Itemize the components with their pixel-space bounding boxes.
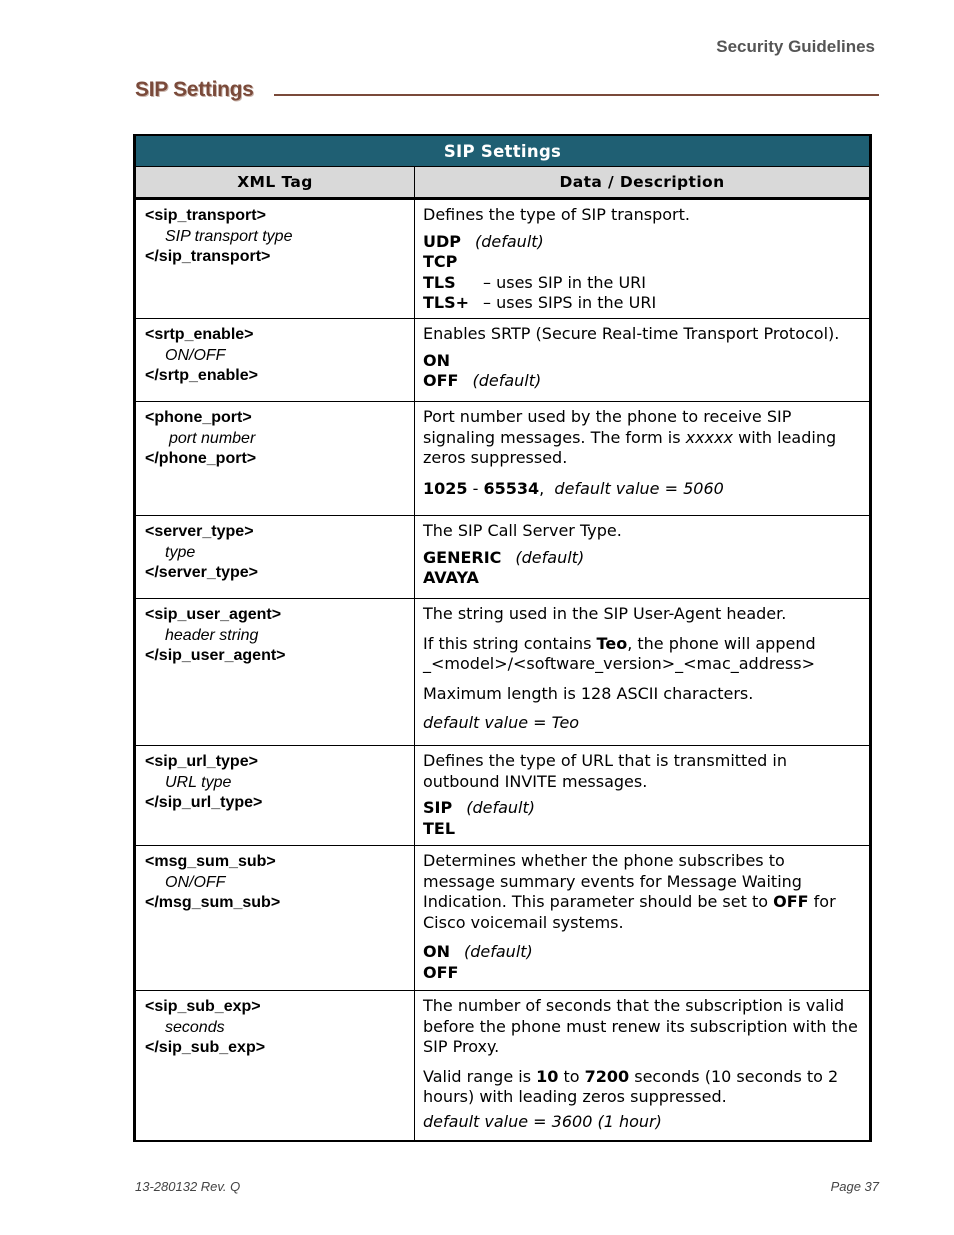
option-key: OFF — [423, 962, 459, 982]
option-key: OFF — [423, 371, 459, 390]
option-key: TEL — [423, 818, 456, 838]
option — [423, 252, 861, 273]
description-text: The SIP Call Server Type. — [423, 521, 622, 540]
tag-value: SIP transport type — [165, 227, 293, 245]
option — [423, 819, 861, 840]
description-text: Determines whether the phone subscribes to message summary events for Message Waiting Indication. This parameter should be set to OFF for Cisco voicemail systems. — [423, 851, 836, 932]
tag-value: port number — [169, 429, 256, 447]
description-cell — [415, 599, 871, 746]
tag-open: <sip_url_type> — [145, 753, 258, 770]
table-row — [135, 846, 871, 991]
option — [423, 963, 861, 984]
option-note: (default) — [464, 942, 533, 961]
option — [423, 273, 861, 294]
description-cell — [415, 199, 871, 319]
option — [423, 942, 861, 963]
option-key: TLS — [423, 272, 456, 292]
tag-close: </sip_url_type> — [145, 794, 263, 811]
tag-value: seconds — [165, 1018, 225, 1036]
option — [423, 548, 861, 569]
option-key: GENERIC — [423, 547, 502, 567]
description-text: Port number used by the phone to receive SIP signaling messages. The form is xxxxx with leading zeros suppressed. — [423, 407, 837, 467]
table-row — [135, 991, 871, 1141]
option — [423, 371, 861, 392]
option-key: TLS+ — [423, 293, 470, 312]
xml-tag-cell — [135, 402, 415, 516]
section-title: SIP Settings — [135, 78, 254, 101]
xml-tag-cell — [135, 991, 415, 1141]
column-header-xml-tag: XML Tag — [135, 167, 415, 199]
description-cell — [415, 319, 871, 402]
tag-close: </sip_transport> — [145, 248, 271, 265]
option-key: ON — [423, 942, 450, 961]
description-text: Enables SRTP (Secure Real-time Transport Protocol). — [423, 324, 840, 343]
table-caption: SIP Settings — [135, 135, 871, 167]
description-cell — [415, 846, 871, 991]
tag-value: type — [165, 543, 196, 561]
option-note: (default) — [472, 371, 542, 390]
section-rule — [274, 94, 879, 96]
description-cell — [415, 746, 871, 846]
option-note: – uses SIPS in the URI — [483, 293, 657, 312]
option-note: – uses SIP in the URI — [483, 272, 646, 292]
option-key: ON — [423, 350, 450, 370]
xml-tag-cell — [135, 746, 415, 846]
table-row — [135, 516, 871, 599]
tag-open: <msg_sum_sub> — [145, 853, 276, 870]
xml-tag-cell — [135, 319, 415, 402]
option-key: SIP — [423, 798, 453, 817]
column-header-description: Data / Description — [415, 167, 871, 199]
default-value: default value = Teo — [423, 713, 580, 732]
description-text: The string used in the SIP User-Agent header. — [423, 604, 787, 623]
tag-open: <sip_sub_exp> — [145, 998, 261, 1015]
footer-document-id: 13-280132 Rev. Q — [135, 1179, 241, 1194]
option-key: TCP — [423, 252, 458, 271]
option-note: (default) — [515, 547, 585, 567]
option-note: (default) — [466, 798, 535, 817]
tag-open: <sip_transport> — [145, 207, 266, 224]
tag-open: <srtp_enable> — [145, 326, 254, 343]
option-key: AVAYA — [423, 568, 479, 587]
description-cell — [415, 516, 871, 599]
description-cell — [415, 991, 871, 1141]
xml-tag-cell — [135, 516, 415, 599]
tag-value: URL type — [165, 773, 232, 791]
tag-close: </server_type> — [145, 564, 258, 581]
description-text: The number of seconds that the subscription is valid before the phone must renew its subscription with the SIP Proxy. — [423, 996, 858, 1056]
tag-close: </srtp_enable> — [145, 367, 258, 384]
footer-page-number: Page 37 — [830, 1179, 879, 1194]
option — [423, 293, 861, 314]
table-row — [135, 746, 871, 846]
option — [423, 351, 861, 372]
tag-value: ON/OFF — [165, 346, 226, 364]
tag-value: ON/OFF — [165, 873, 226, 891]
description-cell — [415, 402, 871, 516]
description-text: Maximum length is 128 ASCII characters. — [423, 683, 754, 703]
description-text: If this string contains Teo, the phone will append _<model>/<software_version>_<mac_address> — [423, 633, 816, 673]
tag-value: header string — [165, 626, 259, 644]
tag-open: <server_type> — [145, 523, 254, 540]
value-range: 1025 - 65534, default value = 5060 — [423, 478, 724, 498]
xml-tag-cell — [135, 199, 415, 319]
option — [423, 568, 861, 589]
default-value: default value = 3600 (1 hour) — [423, 1111, 662, 1131]
sip-settings-table — [133, 134, 872, 1142]
option-note: (default) — [475, 231, 544, 251]
tag-close: </msg_sum_sub> — [145, 894, 281, 911]
option-key: UDP — [423, 231, 461, 251]
option — [423, 798, 861, 819]
tag-open: <phone_port> — [145, 409, 252, 426]
xml-tag-cell — [135, 846, 415, 991]
xml-tag-cell — [135, 599, 415, 746]
tag-open: <sip_user_agent> — [145, 606, 282, 623]
section-heading — [135, 78, 879, 110]
description-text: Valid range is 10 to 7200 seconds (10 seconds to 2 hours) with leading zeros suppressed. — [423, 1066, 839, 1106]
option — [423, 232, 861, 253]
running-header: Security Guidelines — [716, 37, 875, 56]
description-text: Defines the type of SIP transport. — [423, 205, 690, 224]
tag-close: </phone_port> — [145, 450, 257, 467]
table-row — [135, 402, 871, 516]
table-row — [135, 599, 871, 746]
tag-close: </sip_user_agent> — [145, 647, 286, 664]
table-row — [135, 199, 871, 319]
table-row — [135, 319, 871, 402]
description-text: Defines the type of URL that is transmitted in outbound INVITE messages. — [423, 751, 787, 791]
tag-close: </sip_sub_exp> — [145, 1039, 266, 1056]
